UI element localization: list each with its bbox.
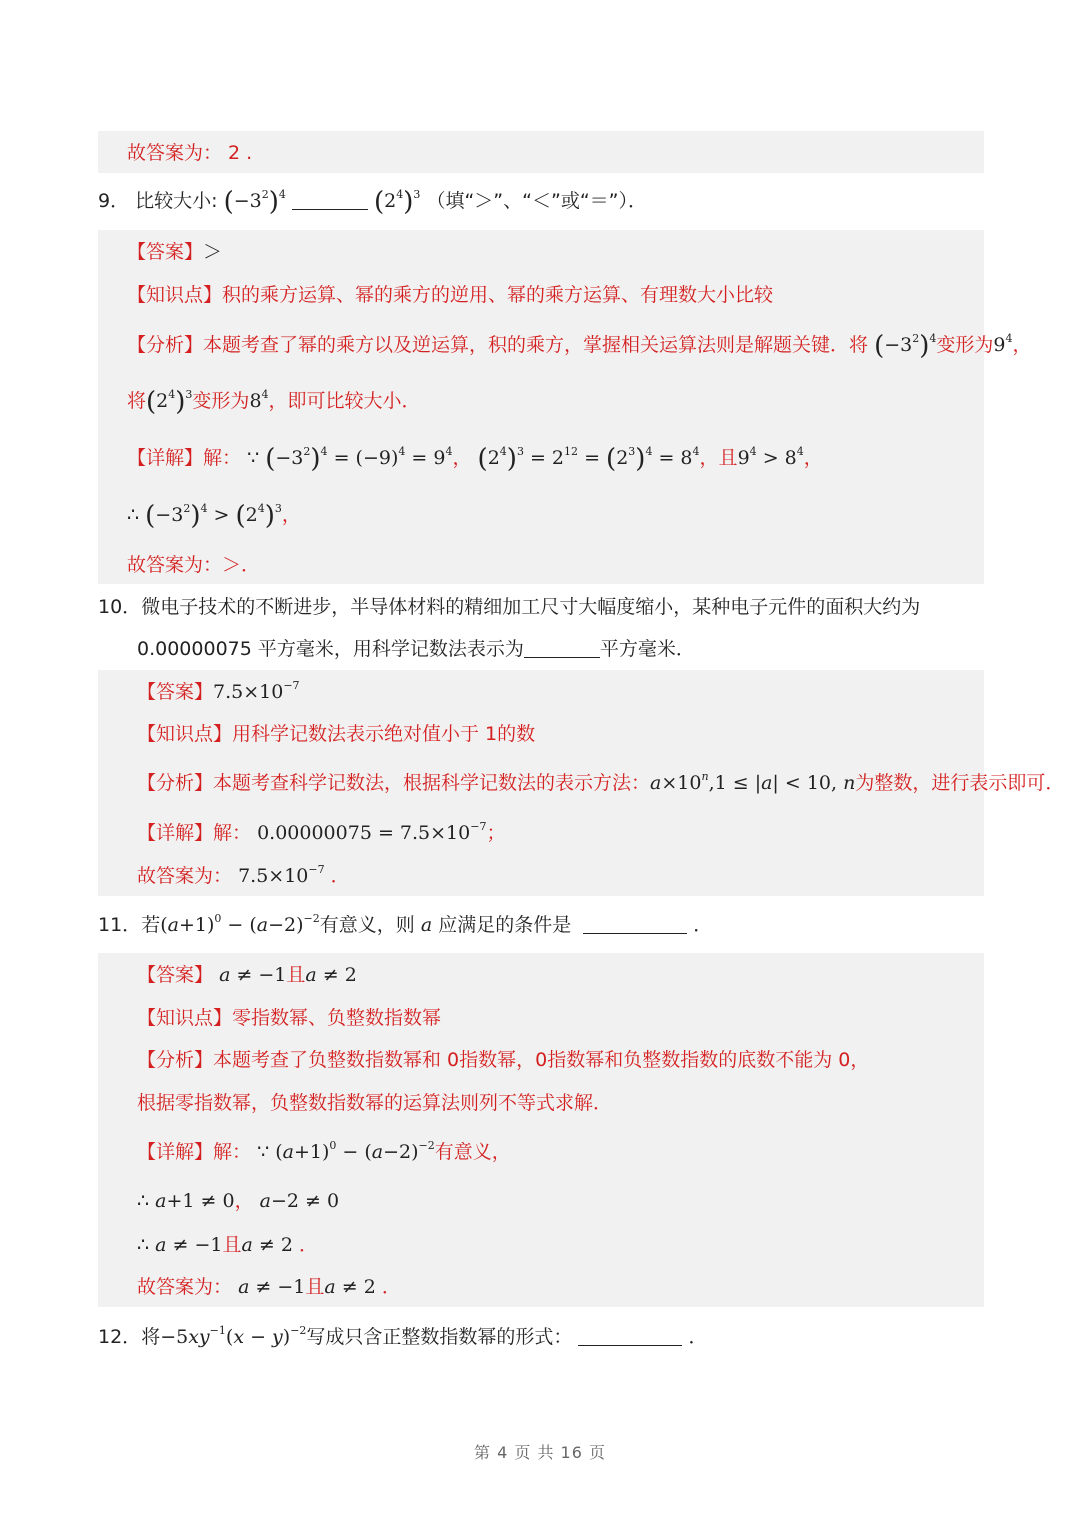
q9-answer-blank xyxy=(292,189,368,210)
q9-fill-hint: （填“＞”、“＜”或“＝”）． xyxy=(426,190,648,212)
q9-lead: 比较大小: xyxy=(135,190,218,212)
question-9: 9． 比较大小: $(-3^2)^4$ $(2^4)^3$ （填“＞”、“＜”或“＝”）． xyxy=(98,187,648,217)
q9-analysis-1: 【分析】本题考查了幂的乘方以及逆运算，积的乘方，掌握相关运算法则是解题关键．将 $(-3^2)^4$变形为$9^4$， xyxy=(127,331,1032,361)
q11-step-2: ∴ a ≠ −1且a ≠ 2 ． xyxy=(137,1234,318,1256)
q9-detail: 【详解】解： ∵ $(-3^2)^4 = (-9)^4 = 9^4$， $(2^4)^3 = 2^{12} = (2^3)^4 = 8^4$，且$9^4 > 8^4$， xyxy=(127,444,823,474)
q11-knowledge: 【知识点】零指数幂、负整数指数幂 xyxy=(137,1007,442,1029)
page-footer: 第 4 页 共 16 页 xyxy=(474,1443,606,1462)
q10-analysis: 【分析】本题考查科学记数法，根据科学记数法的表示方法：$a\times 10^n,1 \le |a| < 10$, n为整数，进行表示即可． xyxy=(137,770,1065,794)
q11-final-answer: 故答案为： a ≠ −1且a ≠ 2 ． xyxy=(137,1276,401,1298)
q9-answer: 【答案】＞ xyxy=(127,241,223,263)
q8-final-answer: 故答案为： 2 . xyxy=(127,142,253,164)
q12-answer-blank xyxy=(578,1325,682,1346)
q11-answer-blank xyxy=(583,913,687,934)
q10-detail: 【详解】解： $0.00000075 = 7.5\times 10^{-7}$； xyxy=(137,820,506,844)
q9-number: 9． xyxy=(98,190,130,212)
q9-conclusion: ∴ $(-3^2)^4 > (2^4)^3$， xyxy=(127,501,301,531)
q9-knowledge: 【知识点】积的乘方运算、幂的乘方的逆用、幂的乘方运算、有理数大小比较 xyxy=(127,284,774,306)
q11-analysis-2: 根据零指数幂，负整数指数幂的运算法则列不等式求解． xyxy=(137,1092,613,1114)
q9-final-answer: 故答案为：＞． xyxy=(127,554,261,576)
q10-answer-blank xyxy=(524,637,600,658)
q11-step-1: ∴ a+1 ≠ 0， a−2 ≠ 0 xyxy=(137,1190,340,1212)
question-10-line2: 0.00000075 平方毫米，用科学记数法表示为 平方毫米． xyxy=(137,638,695,660)
q10-knowledge: 【知识点】用科学记数法表示绝对值小于 1的数 xyxy=(137,723,536,745)
question-11: 11．若$(a+1)^0 - (a-2)^{-2}$有意义，则 a 应满足的条件是 ． xyxy=(98,912,713,936)
question-10-line1: 10．微电子技术的不断进步，半导体材料的精细加工尺寸大幅度缩小，某种电子元件的面积大约为 xyxy=(98,596,921,618)
q9-analysis-2: 将$(2^4)^3$变形为$8^4$，即可比较大小． xyxy=(127,387,421,417)
q11-detail: 【详解】解： ∵ $(a+1)^0 - (a-2)^{-2}$有意义， xyxy=(137,1139,511,1163)
q10-final-answer: 故答案为： $7.5\times 10^{-7}$ ． xyxy=(137,863,350,887)
question-12: 12．将$-5xy^{-1}(x - y)^{-2}$写成只含正整数指数幂的形式： ． xyxy=(98,1324,708,1348)
q10-answer: 【答案】$7.5\times 10^{-7}$ xyxy=(137,679,300,703)
q11-answer: 【答案】 a ≠ −1且a ≠ 2 xyxy=(137,964,357,986)
q11-analysis-1: 【分析】本题考查了负整数指数幂和 0指数幂，0指数幂和负整数指数的底数不能为 0， xyxy=(137,1049,870,1071)
